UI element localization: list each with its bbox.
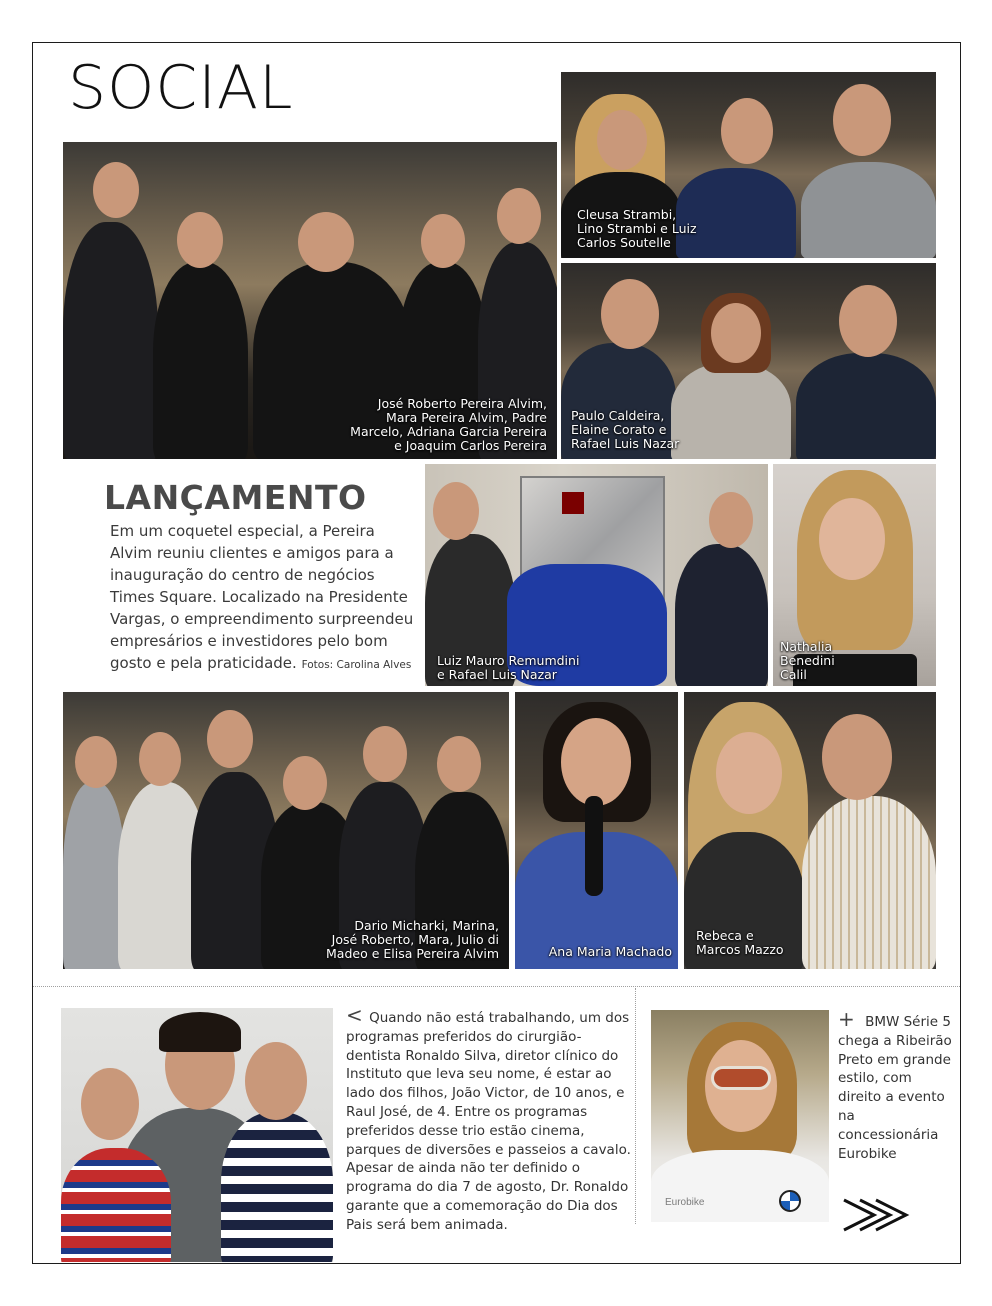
person-head bbox=[433, 482, 479, 540]
article-text: Quando não está trabalhando, um dos programas preferidos do cirurgião-dentista Ronaldo Silva, diretor clínico do Instituto que leva seu nome, é estar ao lado dos filhos, João Victor, de 10 anos, e Raul José, de 4. Entre os programas preferidos desse trio estão cinema, parques de diversões e passeios a cavalo. Apesar de ainda não ter definido o programa do dia 7 de agosto, Dr. Ronaldo garante que a comemoração do Dia dos Pais será bem animada. bbox=[346, 1010, 631, 1233]
article-bmw bbox=[838, 1007, 958, 1163]
person-head bbox=[139, 732, 181, 786]
person-head bbox=[207, 710, 253, 768]
page-title: SOCIAL bbox=[68, 53, 294, 123]
person-figure bbox=[651, 1150, 829, 1222]
person-head bbox=[497, 188, 541, 244]
article-text: BMW Série 5 chega a Ribeirão Preto em grande estilo, com direito a evento na concessionária Eurobike bbox=[838, 1014, 952, 1162]
photo-ronaldo-family bbox=[61, 1008, 333, 1262]
person-head bbox=[437, 736, 481, 792]
person-head bbox=[709, 492, 753, 548]
person-head bbox=[177, 212, 223, 268]
photo-caption: José Roberto Pereira Alvim, Mara Pereira Alvim, Padre Marcelo, Adriana Garcia Pereira e Joaquim Carlos Pereira bbox=[350, 396, 547, 453]
microphone-icon bbox=[585, 796, 603, 896]
section-divider bbox=[33, 986, 960, 987]
person-figure bbox=[221, 1112, 333, 1262]
photo-mazzo bbox=[684, 692, 936, 969]
photo-caption: Cleusa Strambi, Lino Strambi e Luiz Carlos Soutelle bbox=[577, 207, 697, 250]
chevron-left-icon: < bbox=[346, 1003, 363, 1027]
person-head bbox=[298, 212, 354, 272]
person-head bbox=[561, 718, 631, 806]
photo-strambi bbox=[561, 72, 936, 258]
section-heading: LANÇAMENTO bbox=[104, 478, 367, 517]
photo-caldeira bbox=[561, 263, 936, 459]
person-head bbox=[93, 162, 139, 218]
photo-caption: Rebeca e Marcos Mazzo bbox=[696, 928, 784, 957]
photo-caption: Nathalia Benedini Calil bbox=[780, 639, 835, 682]
photo-plaque-unveiling bbox=[425, 464, 768, 686]
photo-family-group bbox=[63, 692, 509, 969]
photo-caption: Luiz Mauro Remumdini e Rafael Luis Nazar bbox=[437, 653, 580, 682]
person-head bbox=[721, 98, 773, 164]
person-figure bbox=[796, 353, 936, 459]
person-figure bbox=[671, 363, 791, 459]
person-head bbox=[822, 714, 892, 800]
person-figure bbox=[801, 162, 936, 258]
person-figure bbox=[153, 262, 248, 459]
photo-bmw-event bbox=[651, 1010, 829, 1222]
column-divider bbox=[635, 988, 636, 1224]
photo-caption: Dario Micharki, Marina, José Roberto, Mara, Julio di Madeo e Elisa Pereira Alvim bbox=[326, 918, 499, 961]
person-hair bbox=[159, 1012, 241, 1052]
body-text: Em um coquetel especial, a Pereira Alvim reuniu clientes e amigos para a inauguração do centro de negócios Times Square. Localizado na Presidente Vargas, o empreendimento surpreendeu empresários e investidores pelo bom gosto e pela praticidade. bbox=[110, 522, 414, 672]
person-head bbox=[283, 756, 327, 810]
person-head bbox=[819, 498, 885, 580]
bmw-logo-icon bbox=[779, 1190, 801, 1212]
person-figure bbox=[802, 796, 936, 969]
person-figure bbox=[63, 782, 125, 969]
photo-caption: Paulo Caldeira, Elaine Corato e Rafael Luis Nazar bbox=[571, 408, 680, 451]
article-ronaldo bbox=[346, 1003, 631, 1235]
photo-caption: Ana Maria Machado bbox=[548, 944, 672, 959]
person-head bbox=[75, 736, 117, 788]
person-figure bbox=[63, 222, 158, 459]
person-head bbox=[363, 726, 407, 782]
eurobike-logo: Eurobike bbox=[665, 1197, 705, 1208]
photo-main-group bbox=[63, 142, 557, 459]
person-head bbox=[245, 1042, 307, 1120]
person-figure bbox=[61, 1148, 171, 1262]
person-head bbox=[839, 285, 897, 357]
person-head bbox=[833, 84, 891, 156]
plus-icon: + bbox=[838, 1007, 855, 1031]
photo-ana-maria bbox=[515, 692, 678, 969]
photo-credit: Fotos: Carolina Alves bbox=[301, 659, 412, 671]
logo-icon bbox=[562, 492, 584, 514]
person-head bbox=[421, 214, 465, 268]
person-figure bbox=[675, 544, 768, 686]
section-body bbox=[110, 520, 415, 676]
sunglasses-icon bbox=[711, 1066, 771, 1090]
person-head bbox=[716, 732, 782, 814]
person-head bbox=[601, 279, 659, 349]
person-head bbox=[711, 303, 761, 363]
photo-nathalia bbox=[773, 464, 936, 686]
person-head bbox=[81, 1068, 139, 1140]
person-head bbox=[597, 110, 647, 170]
double-chevron-right-icon bbox=[840, 1196, 910, 1234]
